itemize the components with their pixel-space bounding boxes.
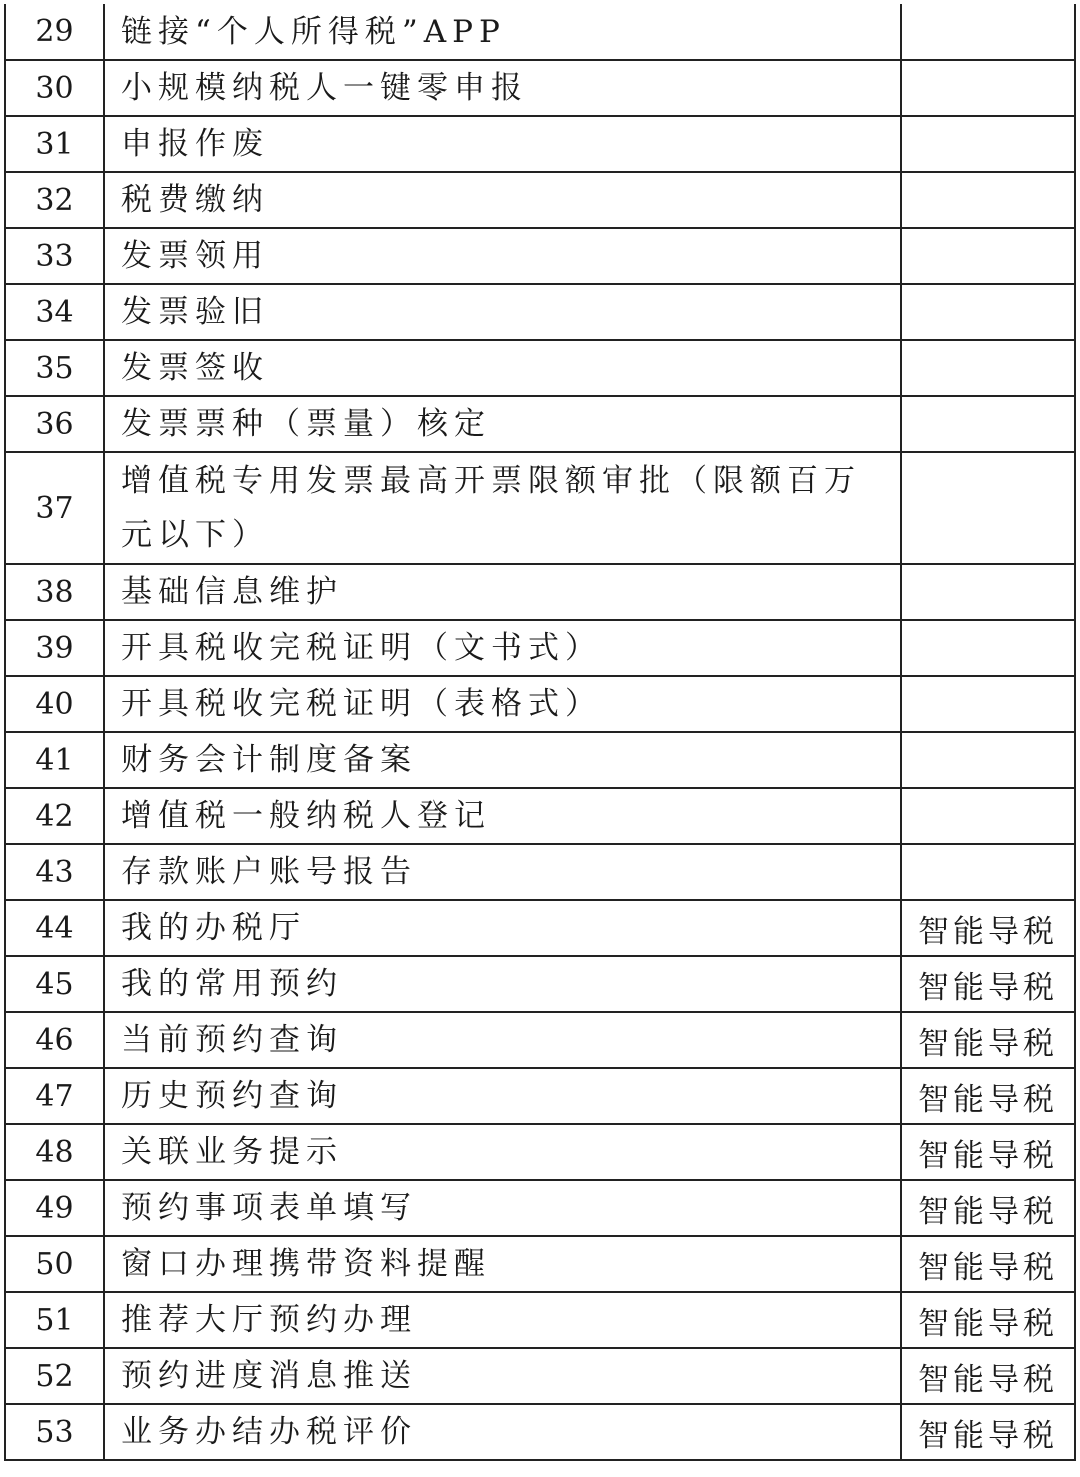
note-cell [901, 676, 1075, 732]
row-number-cell: 43 [5, 844, 104, 900]
row-number-cell: 38 [5, 564, 104, 620]
table-row [5, 1012, 1075, 1068]
note-cell [901, 788, 1075, 844]
note-cell [901, 4, 1075, 60]
note-cell [901, 172, 1075, 228]
service-item-cell: 链接“个人所得税”APP [104, 4, 901, 60]
table-row [5, 676, 1075, 732]
service-item-cell: 增值税一般纳税人登记 [104, 788, 901, 844]
row-number-cell: 48 [5, 1124, 104, 1180]
service-item-cell: 开具税收完税证明（表格式） [104, 676, 901, 732]
service-item-cell: 历史预约查询 [104, 1068, 901, 1124]
service-item-cell: 发票签收 [104, 340, 901, 396]
table-row [5, 1236, 1075, 1292]
service-item-cell: 窗口办理携带资料提醒 [104, 1236, 901, 1292]
table-row [5, 1404, 1075, 1460]
service-item-cell: 小规模纳税人一键零申报 [104, 60, 901, 116]
row-number-cell: 36 [5, 396, 104, 452]
note-cell: 智能导税 [901, 1236, 1075, 1292]
note-cell [901, 844, 1075, 900]
service-item-cell: 关联业务提示 [104, 1124, 901, 1180]
note-cell: 智能导税 [901, 1404, 1075, 1460]
note-cell [901, 620, 1075, 676]
note-cell: 智能导税 [901, 900, 1075, 956]
row-number-cell: 34 [5, 284, 104, 340]
service-item-cell: 存款账户账号报告 [104, 844, 901, 900]
note-cell: 智能导税 [901, 1068, 1075, 1124]
table-row [5, 228, 1075, 284]
service-item-cell: 财务会计制度备案 [104, 732, 901, 788]
service-item-cell: 预约进度消息推送 [104, 1348, 901, 1404]
row-number-cell: 52 [5, 1348, 104, 1404]
service-table-body [5, 4, 1075, 1460]
row-number-cell: 39 [5, 620, 104, 676]
table-row [5, 396, 1075, 452]
note-cell [901, 564, 1075, 620]
table-row [5, 732, 1075, 788]
note-cell [901, 284, 1075, 340]
table-row [5, 620, 1075, 676]
note-cell: 智能导税 [901, 1348, 1075, 1404]
row-number-cell: 53 [5, 1404, 104, 1460]
table-row [5, 4, 1075, 60]
table-row [5, 900, 1075, 956]
service-item-cell: 基础信息维护 [104, 564, 901, 620]
note-cell [901, 340, 1075, 396]
row-number-cell: 37 [5, 452, 104, 564]
service-item-cell: 税费缴纳 [104, 172, 901, 228]
row-number-cell: 33 [5, 228, 104, 284]
table-row [5, 1348, 1075, 1404]
table-row [5, 956, 1075, 1012]
table-row [5, 60, 1075, 116]
service-item-cell: 我的办税厅 [104, 900, 901, 956]
service-item-cell: 申报作废 [104, 116, 901, 172]
service-item-cell: 业务办结办税评价 [104, 1404, 901, 1460]
note-cell: 智能导税 [901, 1292, 1075, 1348]
service-item-cell: 发票验旧 [104, 284, 901, 340]
row-number-cell: 47 [5, 1068, 104, 1124]
row-number-cell: 44 [5, 900, 104, 956]
table-row [5, 340, 1075, 396]
note-cell: 智能导税 [901, 1124, 1075, 1180]
service-item-cell: 发票领用 [104, 228, 901, 284]
row-number-cell: 41 [5, 732, 104, 788]
row-number-cell: 40 [5, 676, 104, 732]
row-number-cell: 35 [5, 340, 104, 396]
service-table [4, 4, 1076, 1461]
service-item-cell: 发票票种（票量）核定 [104, 396, 901, 452]
table-row [5, 1068, 1075, 1124]
note-cell: 智能导税 [901, 1012, 1075, 1068]
service-item-cell: 预约事项表单填写 [104, 1180, 901, 1236]
service-item-cell: 推荐大厅预约办理 [104, 1292, 901, 1348]
note-cell [901, 452, 1075, 564]
note-cell [901, 228, 1075, 284]
row-number-cell: 30 [5, 60, 104, 116]
note-cell [901, 396, 1075, 452]
service-item-cell: 我的常用预约 [104, 956, 901, 1012]
table-row [5, 564, 1075, 620]
row-number-cell: 31 [5, 116, 104, 172]
service-item-cell: 增值税专用发票最高开票限额审批（限额百万元以下） [104, 452, 901, 564]
note-cell: 智能导税 [901, 1180, 1075, 1236]
row-number-cell: 45 [5, 956, 104, 1012]
service-item-cell: 开具税收完税证明（文书式） [104, 620, 901, 676]
note-cell [901, 732, 1075, 788]
table-row [5, 452, 1075, 564]
note-cell [901, 60, 1075, 116]
row-number-cell: 42 [5, 788, 104, 844]
row-number-cell: 51 [5, 1292, 104, 1348]
table-row [5, 1180, 1075, 1236]
row-number-cell: 49 [5, 1180, 104, 1236]
service-item-cell: 当前预约查询 [104, 1012, 901, 1068]
row-number-cell: 50 [5, 1236, 104, 1292]
note-cell: 智能导税 [901, 956, 1075, 1012]
table-row [5, 172, 1075, 228]
table-row [5, 1124, 1075, 1180]
row-number-cell: 46 [5, 1012, 104, 1068]
note-cell [901, 116, 1075, 172]
row-number-cell: 29 [5, 4, 104, 60]
table-row [5, 284, 1075, 340]
table-row [5, 1292, 1075, 1348]
table-row [5, 844, 1075, 900]
table-row [5, 116, 1075, 172]
row-number-cell: 32 [5, 172, 104, 228]
table-row [5, 788, 1075, 844]
